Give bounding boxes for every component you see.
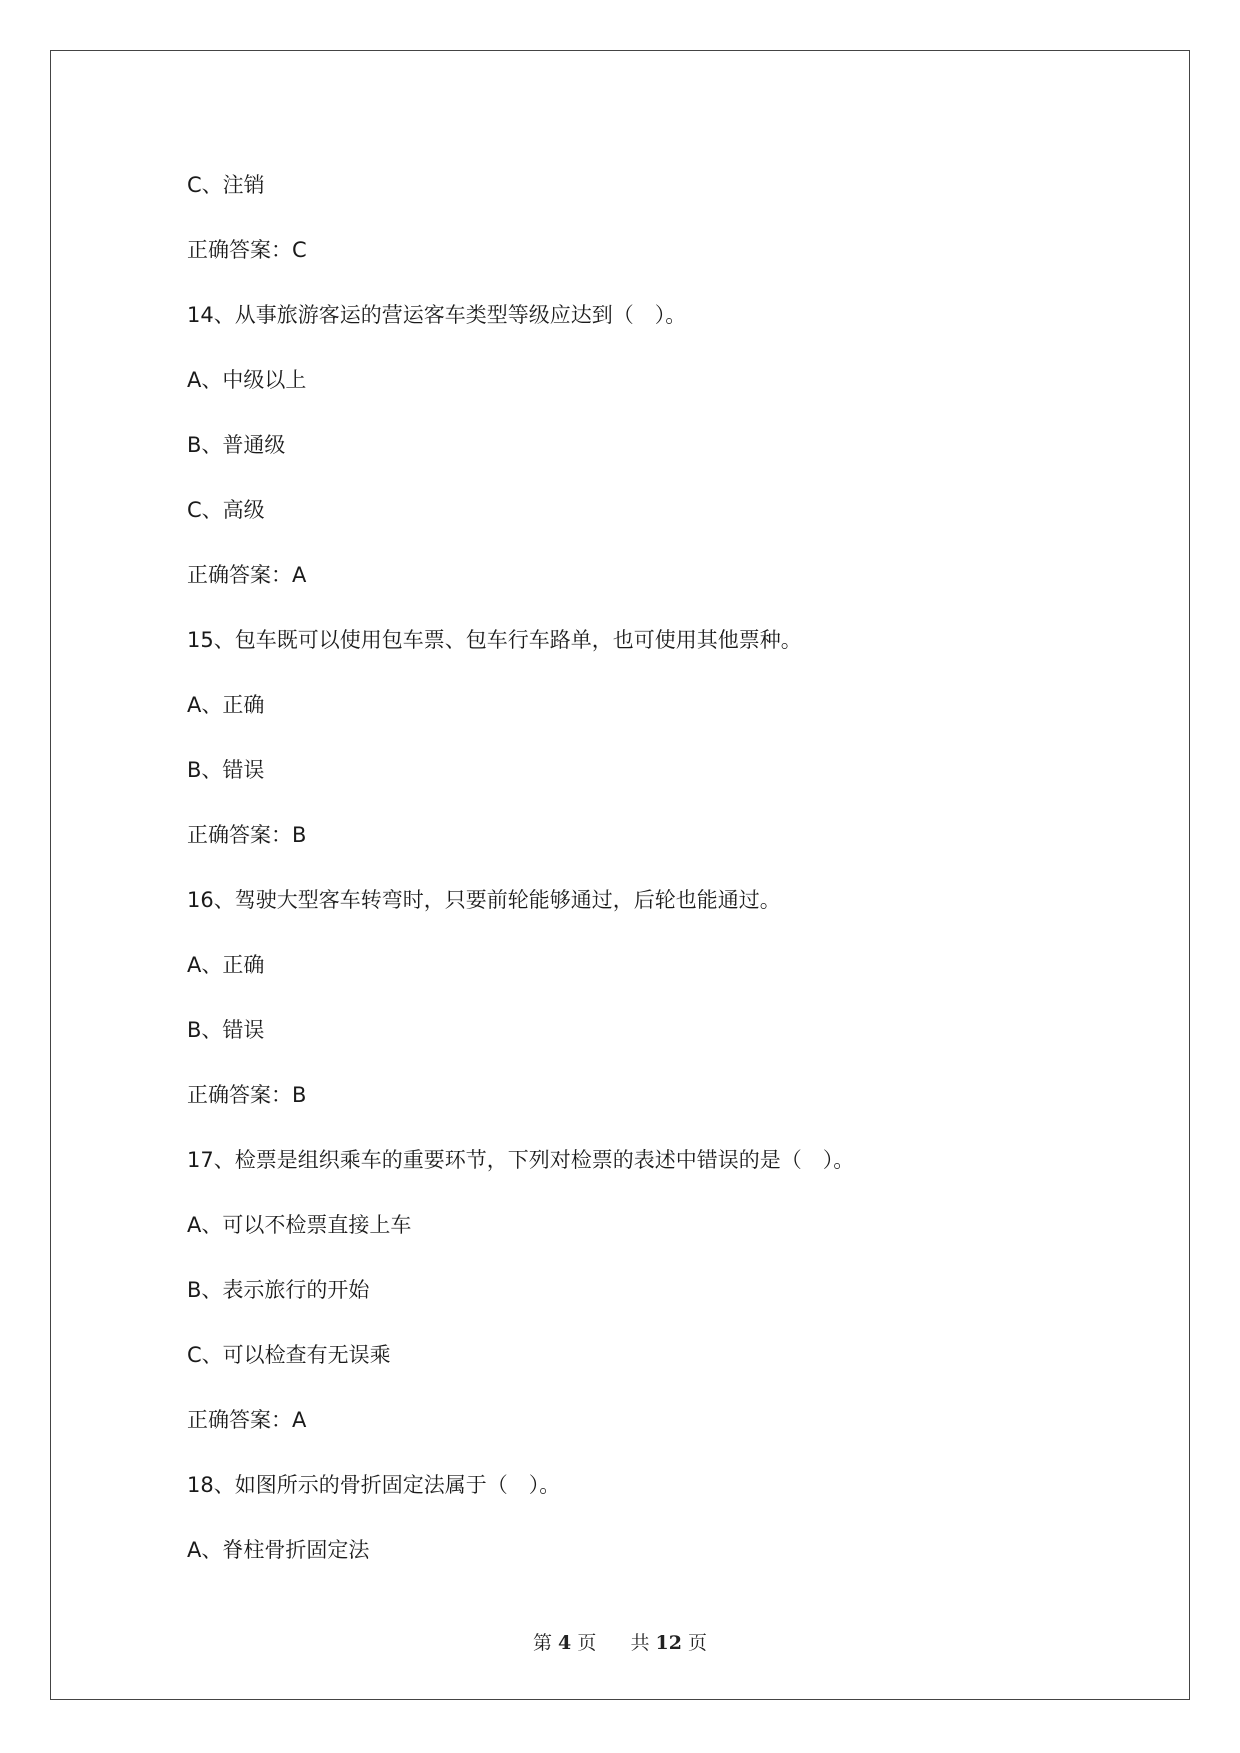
option-a: A、正确 [187, 953, 265, 977]
question-16: 16、驾驶大型客车转弯时，只要前轮能够通过，后轮也能通过。 [187, 888, 781, 912]
option-b: B、错误 [187, 758, 265, 782]
answer: 正确答案：A [187, 563, 307, 587]
option-c: C、注销 [187, 173, 265, 197]
question-14: 14、从事旅游客运的营运客车类型等级应达到（ ）。 [187, 303, 687, 327]
footer-total-prefix: 共 [630, 1632, 650, 1654]
answer: 正确答案：C [187, 238, 307, 262]
option-b: B、普通级 [187, 433, 286, 457]
footer-page-unit: 页 [577, 1632, 597, 1654]
footer-page-number: 4 [558, 1632, 572, 1654]
option-c: C、高级 [187, 498, 265, 522]
question-18: 18、如图所示的骨折固定法属于（ ）。 [187, 1473, 561, 1497]
question-15: 15、包车既可以使用包车票、包车行车路单，也可使用其他票种。 [187, 628, 802, 652]
answer: 正确答案：A [187, 1408, 307, 1432]
option-a: A、脊柱骨折固定法 [187, 1538, 370, 1562]
option-a: A、中级以上 [187, 368, 307, 392]
option-b: B、错误 [187, 1018, 265, 1042]
page-footer [0, 1628, 1240, 1655]
option-a: A、可以不检票直接上车 [187, 1213, 412, 1237]
document-body [187, 165, 1087, 1595]
answer: 正确答案：B [187, 823, 307, 847]
answer: 正确答案：B [187, 1083, 307, 1107]
question-17: 17、检票是组织乘车的重要环节，下列对检票的表述中错误的是（ ）。 [187, 1148, 855, 1172]
footer-total-pages: 12 [655, 1632, 682, 1654]
footer-total-unit: 页 [688, 1632, 708, 1654]
option-b: B、表示旅行的开始 [187, 1278, 370, 1302]
option-a: A、正确 [187, 693, 265, 717]
option-c: C、可以检查有无误乘 [187, 1343, 391, 1367]
footer-prefix: 第 [532, 1632, 552, 1654]
